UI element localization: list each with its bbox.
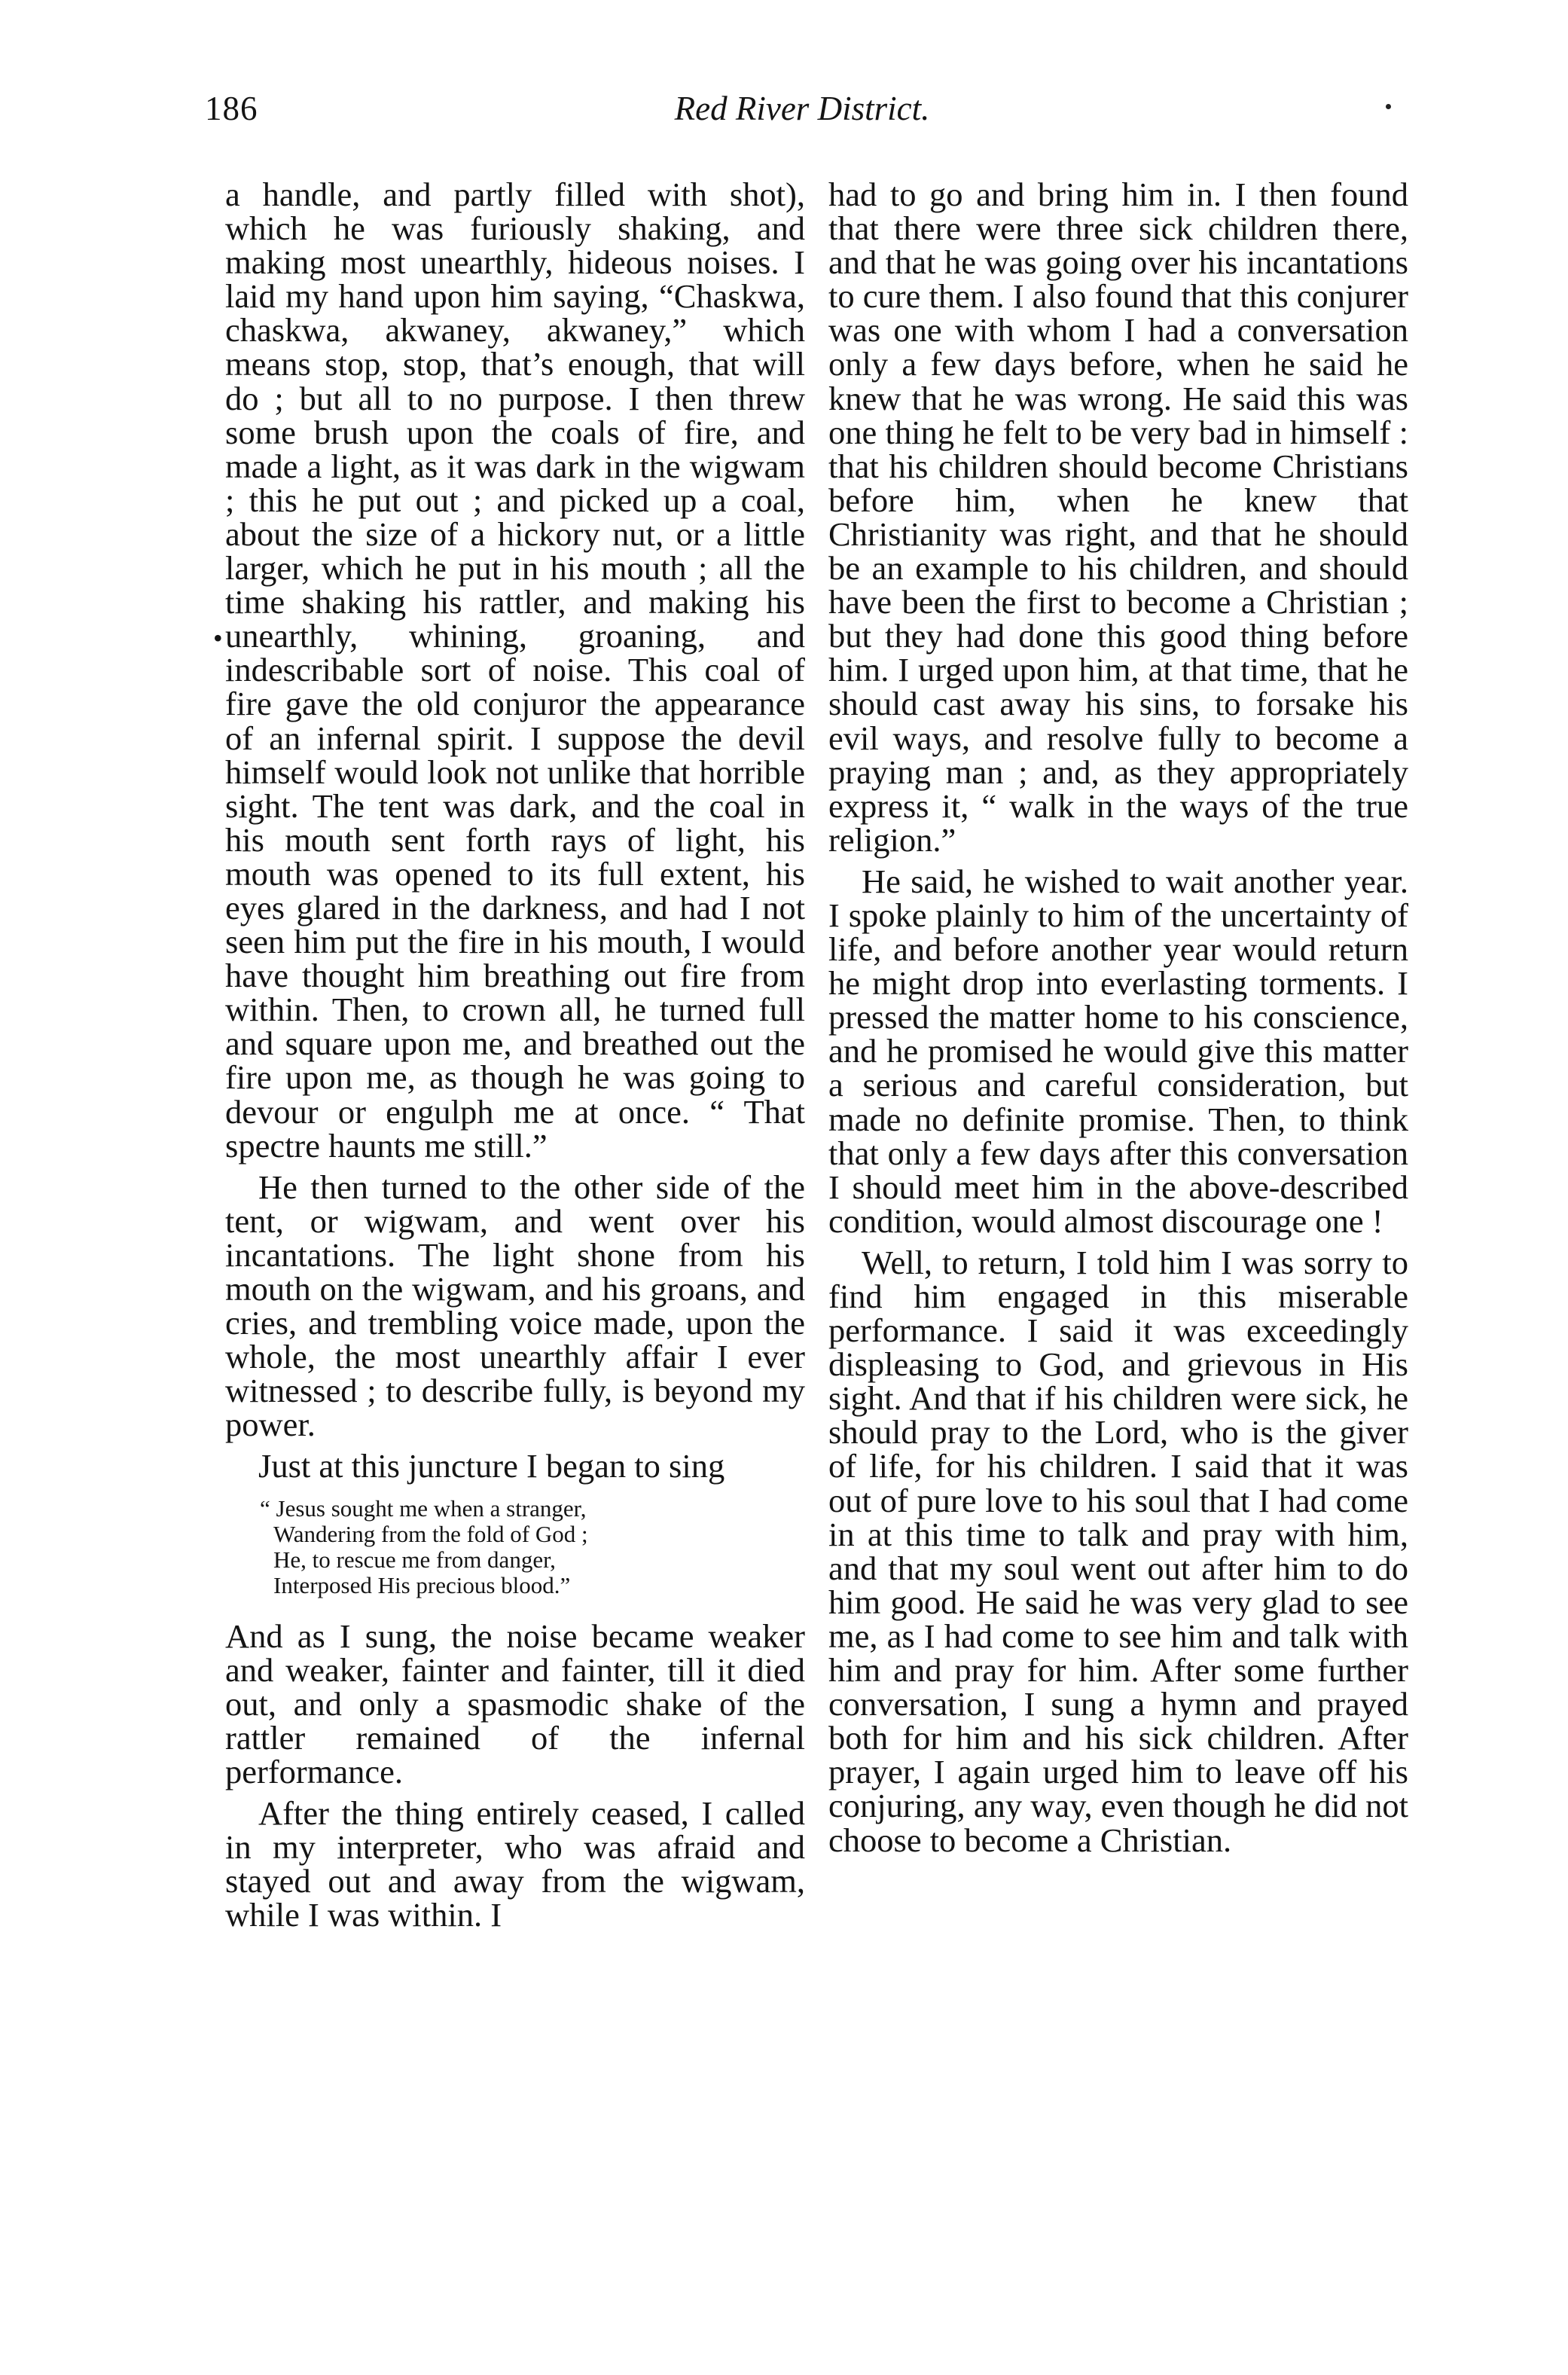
print-dot <box>1386 104 1391 109</box>
right-column <box>828 178 1408 1865</box>
paragraph: He then turned to the other side of the tent, or wigwam, and went over his incantations. The light shone from his mouth on the wigwam, and his groans, and cries, and trembling voice made, upon the whole, the most unearthly affair I ever witnessed ; to describe fully, is beyond my power. <box>225 1168 805 1444</box>
hymn-verse <box>260 1496 805 1598</box>
page-number: 186 <box>205 90 258 127</box>
verse-line: He, to rescue me from danger, <box>273 1546 556 1573</box>
verse-line: Interposed His precious blood.” <box>273 1571 571 1598</box>
left-column <box>225 178 805 1940</box>
verse-line: “ Jesus sought me when a stranger, <box>260 1494 587 1522</box>
running-title: Red River District. <box>674 90 930 127</box>
paragraph: After the thing entirely ceased, I called in my interpreter, who was afraid and stayed out and away from the wigwam, while I was within. I <box>225 1794 805 1934</box>
margin-mark: • <box>213 623 223 653</box>
paragraph: had to go and bring him in. I then found that there were three sick children there, and that he was going over his incantations to cure them. I also found that this conjurer was one with whom I had a conversation only a few days before, when he said he knew that he was wrong. He said this was one thing he felt to be very bad in himself : that his children should become Christians before him, when he knew that Christianity was right, and that he should be an example to his children, and should have been the first to become a Christian ; but they had done this good thing before him. I urged upon him, at that time, that he should cast away his sins, to forsake his evil ways, and resolve fully to become a praying man ; and, as they appropriately express it, “ walk in the ways of the true religion.” <box>828 176 1408 859</box>
paragraph: And as I sung, the noise became weaker and weaker, fainter and fainter, till it died out, and only a spasmodic shake of the rattler remained of the infernal performance. <box>225 1616 805 1790</box>
page-header <box>205 89 1399 142</box>
verse-line: Wandering from the fold of God ; <box>273 1520 588 1547</box>
paragraph: He said, he wished to wait another year. I spoke plainly to him of the uncertainty of life, and before another year would return he might drop into everlasting torments. I pressed the matter home to his conscience, and he promised he would give this matter a serious and careful consideration, but made no definite promise. Then, to think that only a few days after this conversation I should meet him in the above-described condition, would almost discourage one ! <box>828 862 1408 1240</box>
paragraph: Just at this juncture I began to sing <box>258 1447 725 1485</box>
paragraph: a handle, and partly filled with shot), which he was furiously shaking, and making most unearthly, hideous noises. I laid my hand upon him saying, “Chaskwa, chaskwa, akwaney, akwaney,” which means stop, stop, that’s enough, that will do ; but all to no purpose. I then threw some brush upon the coals of fire, and made a light, as it was dark in the wigwam ; this he put out ; and picked up a coal, about the size of a hickory nut, or a little larger, which he put in his mouth ; all the time shaking his rattler, and making his unearthly, whining, groaning, and indescribable sort of noise. This coal of fire gave the old conjuror the appearance of an infernal spirit. I suppose the devil himself would look not unlike that horrible sight. The tent was dark, and the coal in his mouth sent forth rays of light, his mouth was opened to its full extent, his eyes glared in the darkness, and had I not seen him put the fire in his mouth, I would have thought him breathing out fire from within. Then, to crown all, he turned full and square upon me, and breathed out the fire upon me, as though he was going to devour or engulph me at once. “ That spectre haunts me still.” <box>225 176 805 1165</box>
paragraph: Well, to return, I told him I was sorry to find him engaged in this miserable performance. I said it was exceedingly displeasing to God, and grievous in His sight. And that if his children were sick, he should pray to the Lord, who is the giver of life, for his children. I said that it was out of pure love to his soul that I had come in at this time to talk and pray with him, and that my soul went out after him to do him good. He said he was very glad to see me, as I had come to see him and talk with him and pray for him. After some further conversation, I sung a hymn and prayed both for him and his sick children. After prayer, I again urged him to leave off his conjuring, any way, even though he did not choose to become a Christian. <box>828 1243 1408 1859</box>
